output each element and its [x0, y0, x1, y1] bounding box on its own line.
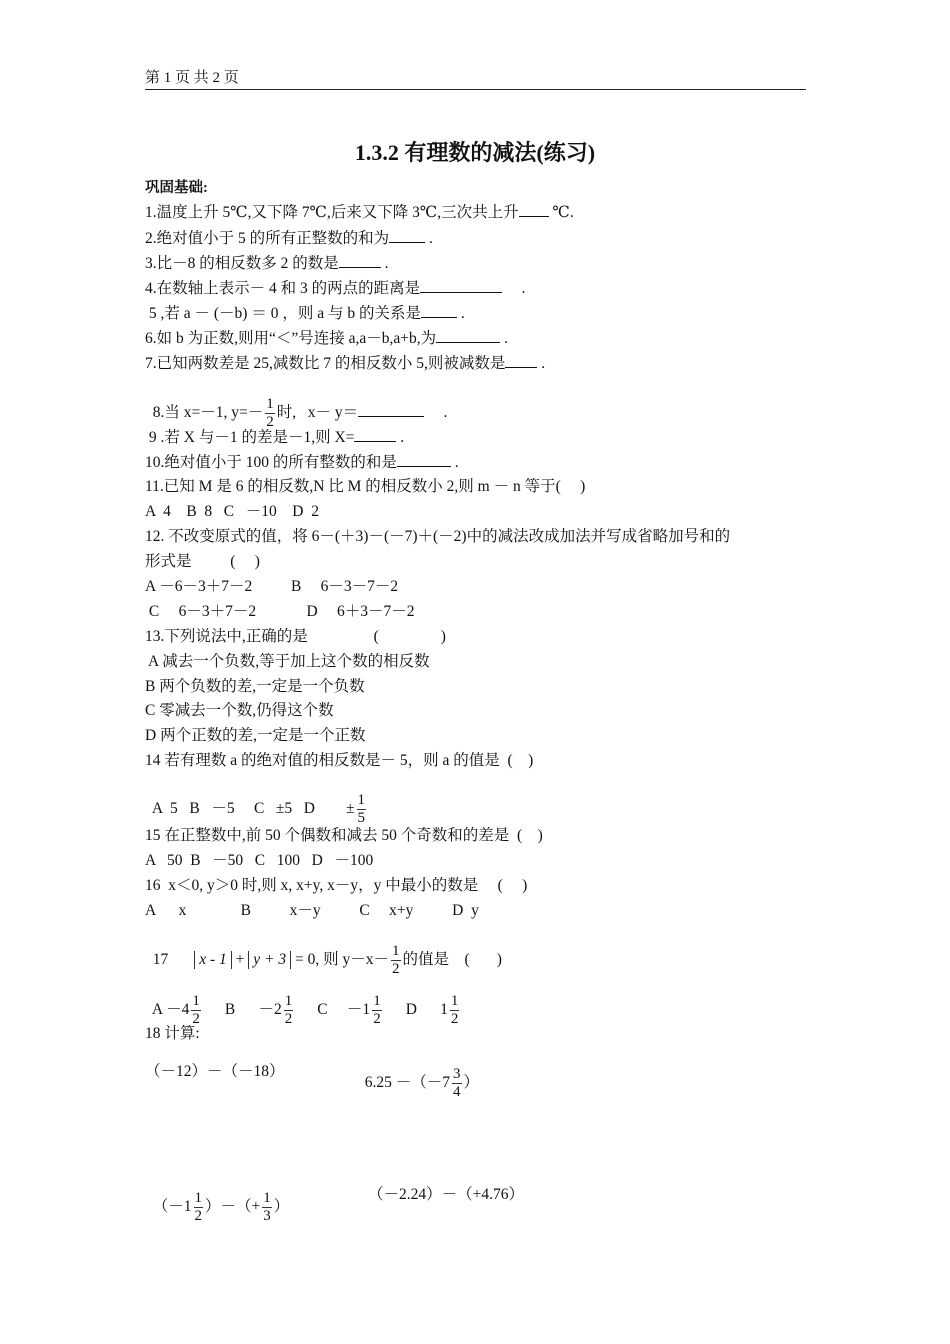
question-16: 16 x＜0, y＞0 时,则 x, x+y, x－y，y 中最小的数是 ( ) [145, 877, 528, 894]
question-10: 10.绝对值小于 100 的所有整数的和是 . [145, 454, 459, 471]
question-12: 12. 不改变原式的值，将 6－(＋3)－(－7)＋(－2)中的减法改成加法并写成省略加号和的 [145, 528, 731, 545]
absolute-value-y: y + 3 [248, 951, 291, 969]
question-13-option-d: D 两个正数的差,一定是一个正数 [145, 727, 366, 744]
question-13: 13.下列说法中,正确的是 ( ) [145, 628, 446, 645]
fraction: $\frac{1}{2}$ [284, 993, 293, 1027]
question-17: 17 x - 1 + y + 3 = 0, 则 y－x－ $\frac{1}{2}$ 的值是 ( ) [152, 943, 502, 977]
fraction: $\frac{1}{2}$ [194, 1190, 203, 1224]
fraction: $\frac{1}{3}$ [263, 1190, 271, 1224]
fraction: $\frac{1}{2}$ [392, 943, 400, 977]
question-11-options: A 4 B 8 C －10 D 2 [145, 503, 319, 520]
fraction: $\frac{1}{2}$ [192, 993, 200, 1027]
question-3: 3.比－8 的相反数多 2 的数是 . [145, 255, 389, 272]
fraction: $\frac{3}{4}$ [453, 1066, 461, 1100]
fraction: $\frac{1}{2}$ [266, 396, 274, 430]
question-13-option-c: C 零减去一个数,仍得这个数 [145, 702, 334, 719]
calc-4: （－2.24）－（+4.76） [368, 1186, 524, 1203]
question-14: 14 若有理数 a 的绝对值的相反数是－ 5，则 a 的值是 ( ) [145, 752, 534, 769]
calc-3: （－1 $\frac{1}{2}$ ）－（+ $\frac{1}{3}$ ） [152, 1190, 290, 1224]
answer-blank [421, 303, 457, 318]
answer-blank [358, 402, 424, 417]
question-16-options: A x B x－y C x+y D y [145, 902, 479, 919]
question-9: 9 .若 X 与－1 的差是－1,则 X= . [145, 429, 405, 446]
answer-blank [436, 328, 500, 343]
fraction: $\frac{1}{5}$ [357, 792, 366, 826]
answer-blank [339, 253, 381, 268]
question-18: 18 计算: [145, 1025, 200, 1042]
answer-blank [389, 228, 425, 243]
absolute-value-x: x - 1 [194, 951, 232, 969]
question-12-options-2: C 6－3＋7－2 D 6＋3－7－2 [145, 603, 415, 620]
section-heading: 巩固基础: [145, 180, 208, 196]
question-15-options: A 50 B －50 C 100 D －100 [145, 852, 374, 869]
question-13-option-b: B 两个负数的差,一定是一个负数 [145, 678, 365, 695]
answer-blank [505, 353, 537, 368]
header-divider [145, 89, 806, 90]
question-4: 4.在数轴上表示－ 4 和 3 的两点的距离是 . [145, 280, 526, 297]
fraction: $\frac{1}{2}$ [450, 993, 459, 1027]
page-number-header: 第 1 页 共 2 页 [145, 70, 239, 86]
question-13-option-a: A 减去一个负数,等于加上这个数的相反数 [145, 653, 430, 670]
question-14-options: A 5 B －5 C ±5 D ± $\frac{1}{5}$ [151, 792, 366, 826]
question-8: 8.当 x=－1, y=－ $\frac{1}{2}$ 时, x－ y＝ . [152, 396, 448, 430]
answer-blank [354, 427, 396, 442]
calc-2: 6.25 －（－7 $\frac{3}{4}$ ） [364, 1066, 480, 1100]
answer-blank [519, 202, 549, 217]
answer-blank [397, 452, 451, 467]
question-11: 11.已知 M 是 6 的相反数,N 比 M 的相反数小 2,则 m － n 等于( ) [145, 478, 586, 495]
fraction: $\frac{1}{2}$ [373, 993, 381, 1027]
question-12-cont: 形式是 ( ) [145, 553, 260, 570]
calc-1: （－12）－（－18） [145, 1063, 285, 1080]
question-15: 15 在正整数中,前 50 个偶数和减去 50 个奇数和的差是 ( ) [145, 827, 543, 844]
page-title: 1.3.2 有理数的减法(练习) [354, 140, 596, 165]
question-12-options-1: A －6－3＋7－2 B 6－3－7－2 [145, 578, 399, 595]
question-6: 6.如 b 为正数,则用“＜”号连接 a,a－b,a+b,为 . [145, 330, 508, 347]
answer-blank [420, 278, 502, 293]
question-17-options: A －4 $\frac{1}{2}$ B －2 $\frac{1}{2}$ C －1 $\frac{1}{2}$ D 1 $\frac{1}{2}$ [151, 993, 459, 1027]
question-1: 1.温度上升 5℃,又下降 7℃,后来又下降 3℃,三次共上升 ℃. [145, 204, 574, 221]
question-5: 5 ,若 a － (－b) ＝ 0 ，则 a 与 b 的关系是 . [145, 305, 465, 322]
question-2: 2.绝对值小于 5 的所有正整数的和为 . [145, 230, 433, 247]
question-7: 7.已知两数差是 25,减数比 7 的相反数小 5,则被减数是 . [145, 355, 546, 372]
